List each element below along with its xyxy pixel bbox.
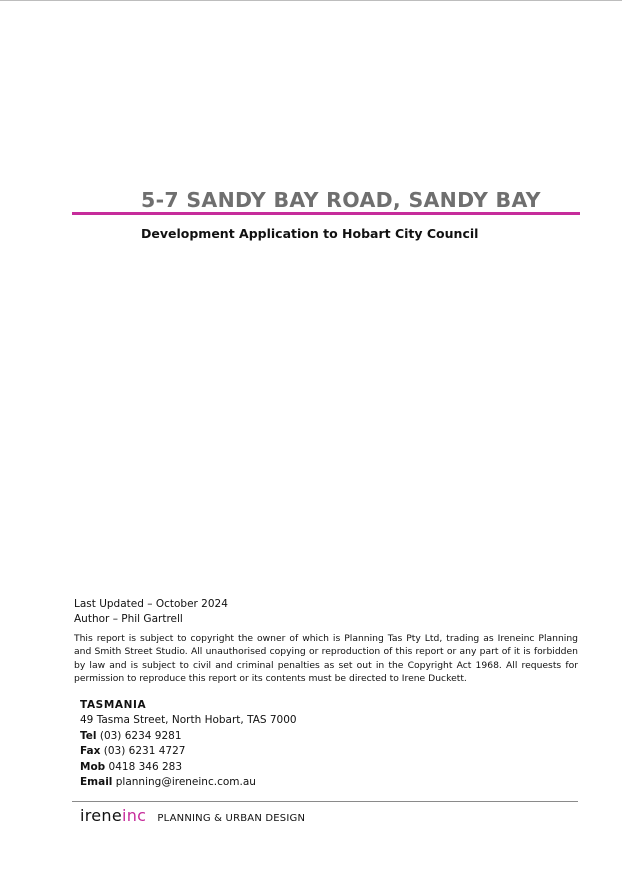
page-title: 5-7 SANDY BAY ROAD, SANDY BAY <box>141 188 541 212</box>
page-subtitle: Development Application to Hobart City Council <box>141 226 479 241</box>
mob-label: Mob <box>80 760 106 773</box>
logo-word-irene: irene <box>80 806 122 825</box>
title-underline <box>72 212 580 215</box>
contact-block <box>80 698 297 790</box>
contact-email <box>80 775 297 790</box>
contact-tel <box>80 729 297 744</box>
tel-label: Tel <box>80 729 97 742</box>
fax-label: Fax <box>80 745 101 758</box>
contact-address: 49 Tasma Street, North Hobart, TAS 7000 <box>80 714 297 727</box>
last-updated: Last Updated – October 2024 <box>74 598 228 610</box>
tel-value: (03) 6234 9281 <box>99 729 182 742</box>
top-border <box>0 0 622 1</box>
document-meta <box>74 597 228 627</box>
company-logo <box>80 806 305 825</box>
logo-tagline: PLANNING & URBAN DESIGN <box>157 813 306 824</box>
contact-mob <box>80 760 297 775</box>
author: Author – Phil Gartrell <box>74 613 183 625</box>
copyright-notice: This report is subject to copyright the owner of which is Planning Tas Pty Ltd, trading as Ireneinc Planning and Smith Street Studio. All unauthorised copying or reproduction of this report or any part of it is forbidden by law and is subject to civil and criminal penalties as set out in the Copyright Act 1968. All requests for permission to reproduce this report or its contents must be directed to Irene Duckett. <box>74 633 578 685</box>
contact-region: TASMANIA <box>80 699 147 711</box>
email-label: Email <box>80 776 113 789</box>
mob-value: 0418 346 283 <box>108 760 183 773</box>
footer-divider <box>72 801 578 802</box>
contact-fax <box>80 744 297 759</box>
fax-value: (03) 6231 4727 <box>103 745 186 758</box>
email-value: planning@ireneinc.com.au <box>115 776 256 789</box>
logo-word-inc: inc <box>122 806 147 825</box>
